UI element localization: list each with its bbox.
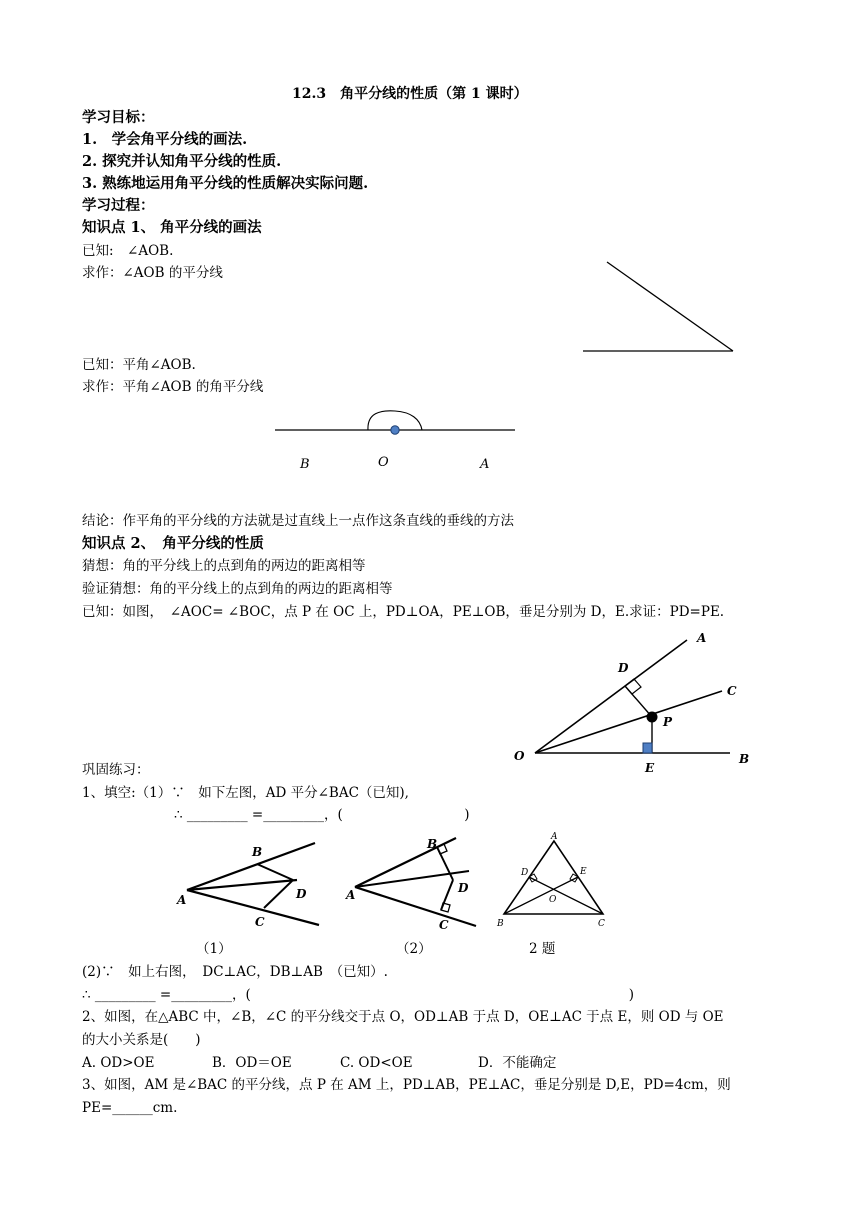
label-o: O bbox=[378, 455, 389, 470]
label-a: A bbox=[551, 832, 558, 842]
practice-figure-1 bbox=[175, 838, 335, 933]
page-title: 12.3 角平分线的性质（第 1 课时） bbox=[292, 86, 528, 102]
process-heading: 学习过程： bbox=[82, 197, 155, 214]
kp1-task-1: 求作：∠AOB 的平分线 bbox=[82, 265, 223, 281]
q3-line-2: PE=______cm. bbox=[82, 1100, 178, 1116]
label-c: C bbox=[727, 684, 737, 698]
objective-3: 3. 熟练地运用角平分线的性质解决实际问题. bbox=[82, 175, 369, 192]
label-p: P bbox=[663, 715, 673, 729]
label-d: D bbox=[521, 868, 529, 878]
kp1-given-1: 已知: ∠AOB. bbox=[82, 243, 174, 259]
label-d: D bbox=[296, 887, 307, 901]
kp1-heading: 知识点 1、 角平分线的画法 bbox=[82, 219, 262, 236]
q3-line-1: 3、如图，AM 是∠BAC 的平分线，点 P 在 AM 上，PD⊥AB，PE⊥AC，垂足分别是 D,E，PD=4cm，则 bbox=[82, 1077, 731, 1093]
q2-option-c: C. OD<OE bbox=[340, 1055, 413, 1071]
label-d: D bbox=[458, 881, 469, 895]
q2-line-1: 2、如图，在△ABC 中，∠B，∠C 的平分线交于点 O，OD⊥AB 于点 D，OE⊥AC 于点 E，则 OD 与 OE bbox=[82, 1009, 724, 1025]
label-e: E bbox=[645, 761, 655, 775]
kp2-heading: 知识点 2、 角平分线的性质 bbox=[82, 535, 264, 552]
label-c: C bbox=[598, 919, 605, 929]
label-b: B bbox=[739, 752, 750, 766]
kp2-guess: 猜想：角的平分线上的点到角的两边的距离相等 bbox=[82, 558, 366, 574]
angle-aob-figure bbox=[575, 255, 745, 360]
label-a: A bbox=[177, 893, 187, 907]
practice-figure-2 bbox=[343, 830, 493, 935]
label-e: E bbox=[580, 867, 587, 877]
label-d: D bbox=[618, 661, 629, 675]
label-c: C bbox=[255, 915, 265, 929]
kp1-task-2: 求作：平角∠AOB 的角平分线 bbox=[82, 379, 264, 395]
label-a: A bbox=[346, 888, 356, 902]
practice-figure-3 bbox=[492, 830, 617, 930]
caption-1: （1） bbox=[196, 941, 232, 957]
label-a: A bbox=[697, 631, 707, 645]
q2-option-b: B．OD＝OE bbox=[212, 1055, 292, 1071]
label-b: B bbox=[427, 837, 438, 851]
kp1-conclusion: 结论：作平角的平分线的方法就是过直线上一点作这条直线的垂线的方法 bbox=[82, 513, 514, 529]
practice-heading: 巩固练习： bbox=[82, 762, 150, 778]
label-a: A bbox=[480, 457, 490, 472]
label-o: O bbox=[514, 749, 525, 763]
q1-2-line-2: ∴ _________ =_________，( ) bbox=[82, 987, 635, 1003]
caption-3: 2 题 bbox=[529, 941, 556, 957]
q2-line-2: 的大小关系是( ) bbox=[82, 1032, 201, 1048]
kp1-given-2: 已知：平角∠AOB. bbox=[82, 357, 196, 373]
q1-line-1: 1、填空:（1）∵ 如下左图，AD 平分∠BAC（已知), bbox=[82, 785, 409, 801]
straight-angle-figure bbox=[270, 405, 520, 475]
angle-bisector-property-figure bbox=[505, 628, 765, 778]
kp2-given: 已知：如图， ∠AOC= ∠BOC，点 P 在 OC 上，PD⊥OA，PE⊥OB，垂足分别为 D，E.求证：PD=PE. bbox=[82, 604, 725, 620]
objectives-heading: 学习目标： bbox=[82, 109, 155, 126]
objective-1: 1. 学会角平分线的画法. bbox=[82, 131, 248, 148]
q1-2-line-1: (2)∵ 如上右图， DC⊥AC，DB⊥AB （已知）. bbox=[82, 964, 388, 980]
label-b: B bbox=[497, 919, 504, 929]
q2-option-d: D．不能确定 bbox=[478, 1055, 557, 1071]
label-c: C bbox=[439, 918, 449, 932]
caption-2: （2） bbox=[396, 941, 432, 957]
q2-option-a: A. OD>OE bbox=[82, 1055, 155, 1071]
q1-line-2: ∴ _________ =_________，( ) bbox=[174, 807, 470, 823]
label-b: B bbox=[252, 845, 263, 859]
label-o: O bbox=[549, 895, 557, 905]
kp2-verify: 验证猜想：角的平分线上的点到角的两边的距离相等 bbox=[82, 581, 393, 597]
label-b: B bbox=[300, 457, 310, 472]
objective-2: 2. 探究并认知角平分线的性质. bbox=[82, 153, 282, 170]
